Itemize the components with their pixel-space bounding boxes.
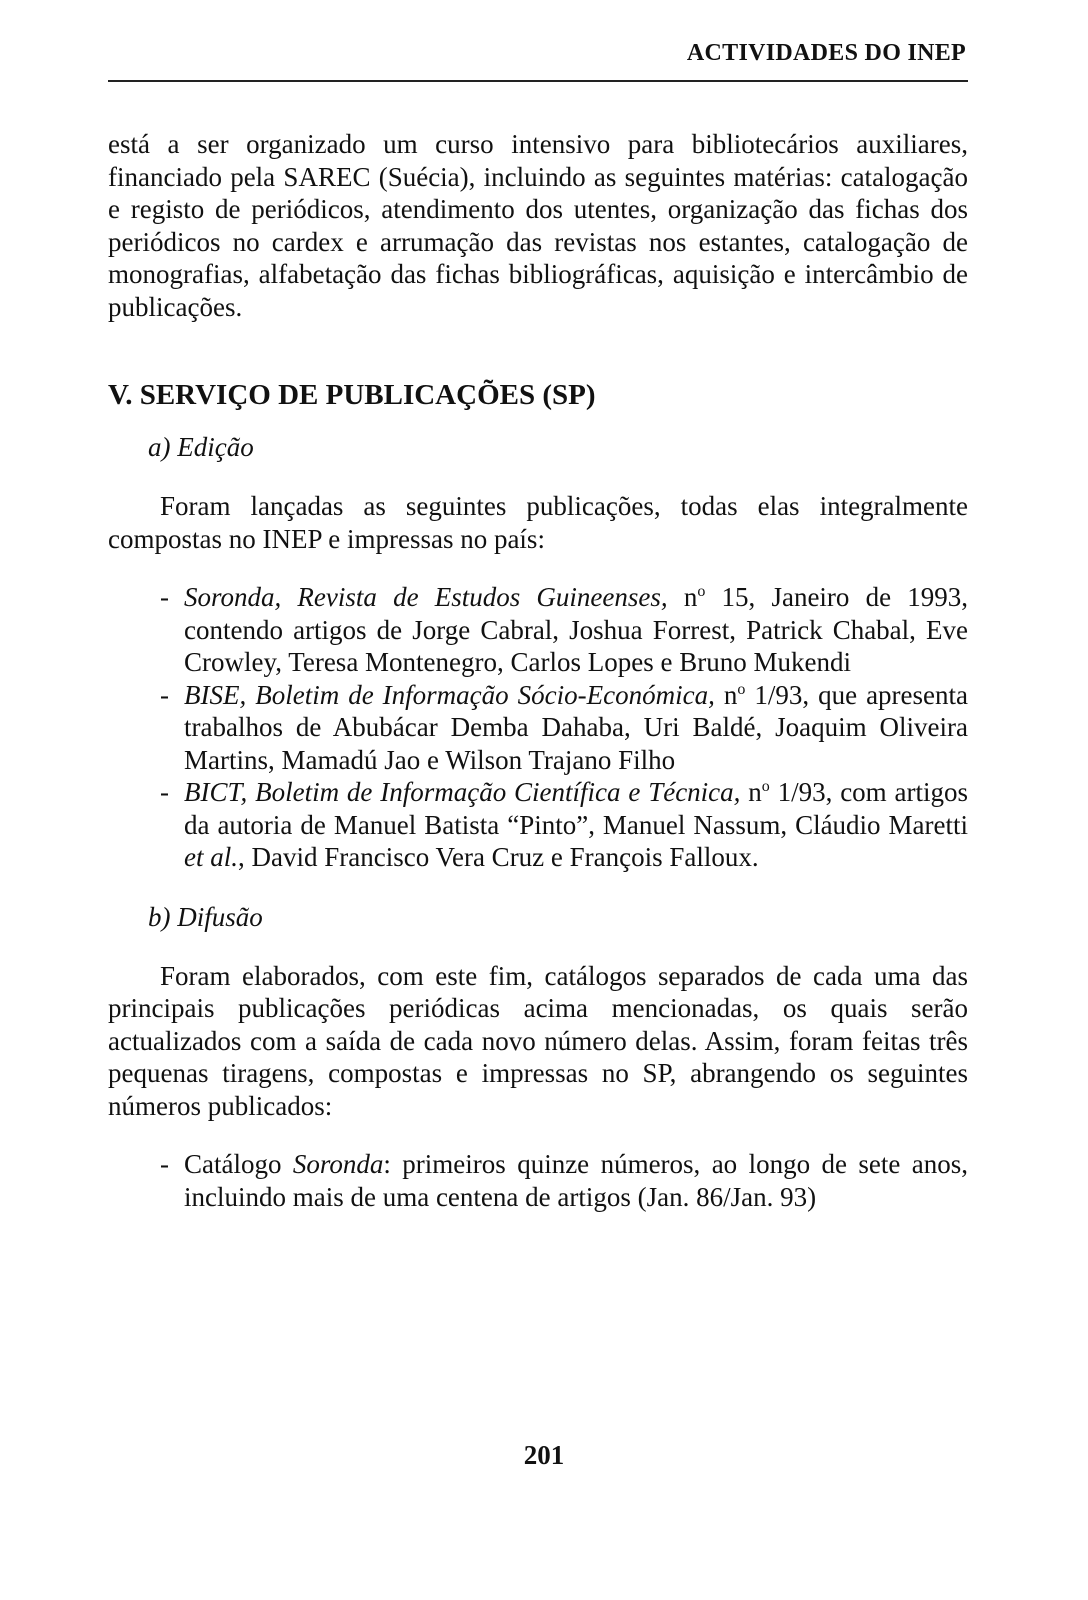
dash-bullet: - bbox=[160, 582, 169, 612]
publication-description-end: , David Francisco Vera Cruz e François Falloux. bbox=[238, 842, 759, 872]
number-superscript: o bbox=[761, 778, 770, 795]
list-item bbox=[108, 679, 968, 777]
publication-title: BICT, Boletim de Informação Científica e Técnica, bbox=[184, 777, 741, 807]
intro-paragraph: está a ser organizado um curso intensivo para bibliotecários auxiliares, financiado pela SAREC (Suécia), incluindo as seguintes matérias: catalogação e registo de periódicos, atendimento dos utentes, organização das fichas dos periódicos no cardex e arrumação das revistas nos estantes, catalogação de monografias, alfabetação das fichas bibliográficas, aquisição e intercâmbio de publicações. bbox=[108, 129, 968, 322]
publication-description: 15, Janeiro de 1993, contendo artigos de Jorge Cabral, Joshua Forrest, Patrick Chabal, Eve Crowley, Teresa Montenegro, Carlos Lopes e Bruno Mukendi bbox=[184, 582, 969, 677]
publications-list bbox=[108, 581, 968, 874]
list-item bbox=[108, 776, 968, 874]
number-superscript: o bbox=[737, 680, 746, 698]
dash-bullet: - bbox=[160, 777, 169, 807]
dash-bullet: - bbox=[160, 679, 169, 710]
publication-title: BISE, Boletim de Informação Sócio-Económica, bbox=[184, 679, 715, 710]
publication-title: Soronda, Revista de Estudos Guineenses, bbox=[184, 582, 668, 612]
number-label: n bbox=[748, 777, 762, 807]
edicao-paragraph: Foram lançadas as seguintes publicações, todas elas integralmente compostas no INEP e impressas no país: bbox=[108, 491, 968, 554]
section-title: V. SERVIÇO DE PUBLICAÇÕES (SP) bbox=[108, 379, 596, 411]
page-body bbox=[108, 128, 968, 1213]
catalog-title: Soronda bbox=[292, 1149, 384, 1179]
running-header: ACTIVIDADES DO INEP bbox=[686, 40, 966, 66]
catalog-description: : primeiros quinze números, ao longo de sete anos, incluindo mais de uma centena de artigos (Jan. 86/Jan. 93) bbox=[184, 1149, 968, 1212]
header-rule bbox=[108, 80, 968, 82]
difusao-paragraph: Foram elaborados, com este fim, catálogos separados de cada uma das principais publicações periódicas acima mencionadas, os quais serão actualizados com a saída de cada novo número delas. Assim, foram feitas três pequenas tiragens, compostas e impressas no SP, abrangendo os seguintes números publicados: bbox=[108, 960, 968, 1121]
number-label: n bbox=[723, 679, 738, 710]
number-superscript: o bbox=[697, 583, 706, 600]
catalog-list bbox=[108, 1148, 968, 1213]
page-number: 201 bbox=[523, 1440, 565, 1470]
list-item bbox=[108, 581, 968, 679]
catalog-prefix: Catálogo bbox=[184, 1149, 293, 1179]
dash-bullet: - bbox=[160, 1149, 169, 1179]
et-al: et al. bbox=[184, 842, 238, 872]
list-item bbox=[108, 1148, 968, 1213]
number-label: n bbox=[683, 582, 698, 612]
subheading-edicao: a) Edição bbox=[148, 432, 254, 462]
publication-description: 1/93, com artigos da autoria de Manuel Batista “Pinto”, Manuel Nassum, Cláudio Maretti bbox=[184, 777, 969, 840]
publication-description: 1/93, que apresenta trabalhos de Abubácar Demba Dahaba, Uri Baldé, Joaquim Oliveira Martins, Mamadú Jao e Wilson Trajano Filho bbox=[184, 679, 969, 775]
subheading-difusao: b) Difusão bbox=[148, 901, 263, 932]
